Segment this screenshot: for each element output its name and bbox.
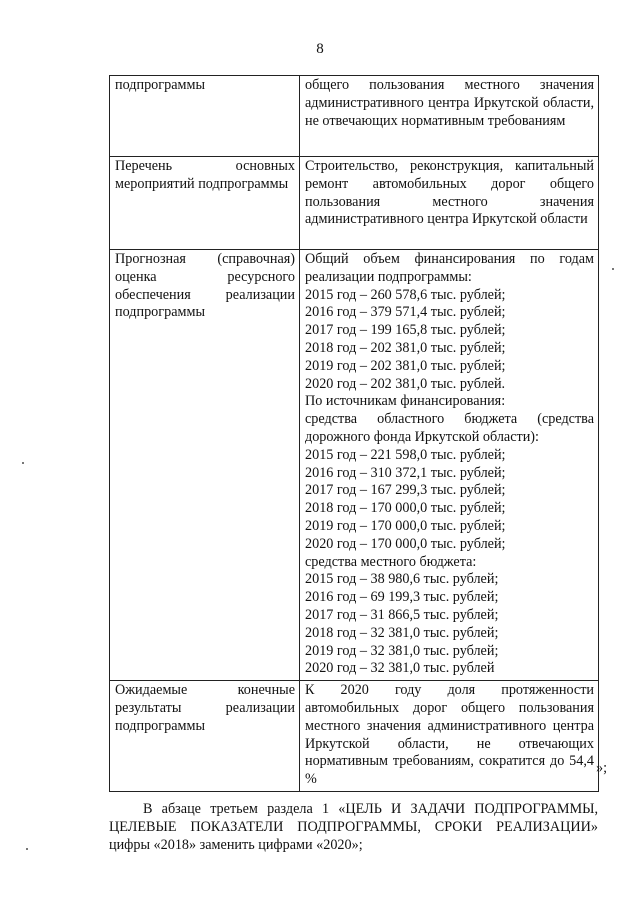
row-label: Ожидаемые конечные результаты реализации подпрограммы bbox=[110, 681, 300, 792]
row-label: Прогнозная (справочная) оценка ресурсного обеспечения реализации подпрограммы bbox=[110, 250, 300, 681]
financing-line: 2016 год – 310 372,1 тыс. рублей; bbox=[305, 464, 506, 481]
row-value: Строительство, реконструкция, капитальный ремонт автомобильных дорог общего пользования местного значения административного центра Иркутской области bbox=[300, 157, 599, 250]
financing-intro: Общий объем финансирования по годам реализации подпрограммы: bbox=[305, 251, 594, 285]
financing-line: 2018 год – 202 381,0 тыс. рублей; bbox=[305, 339, 506, 356]
row-value bbox=[300, 250, 599, 681]
regional-budget-intro: средства областного бюджета (средства дорожного фонда Иркутской области): bbox=[305, 411, 594, 445]
scan-speck bbox=[612, 268, 614, 270]
row-value: общего пользования местного значения административного центра Иркутской области, не отвечающих нормативным требованиям bbox=[300, 76, 599, 157]
financing-line: 2018 год – 170 000,0 тыс. рублей; bbox=[305, 500, 506, 517]
scan-speck bbox=[26, 848, 28, 850]
table-row bbox=[110, 76, 599, 157]
row-label: Перечень основных мероприятий подпрограммы bbox=[110, 157, 300, 250]
amendment-paragraph: В абзаце третьем раздела 1 «ЦЕЛЬ И ЗАДАЧИ ПОДПРОГРАММЫ, ЦЕЛЕВЫЕ ПОКАЗАТЕЛИ ПОДПРОГРАММЫ, СРОКИ РЕАЛИЗАЦИИ» цифры «2018» заменить цифрами «2020»; bbox=[109, 801, 598, 853]
page-number: 8 bbox=[316, 41, 324, 57]
financing-line: 2020 год – 170 000,0 тыс. рублей; bbox=[305, 535, 506, 552]
subprogram-passport-table bbox=[109, 75, 599, 792]
financing-line: 2015 год – 221 598,0 тыс. рублей; bbox=[305, 446, 506, 463]
financing-line: 2017 год – 199 165,8 тыс. рублей; bbox=[305, 322, 506, 339]
financing-line: По источникам финансирования: bbox=[305, 393, 506, 410]
financing-line: 2019 год – 32 381,0 тыс. рублей; bbox=[305, 642, 499, 659]
financing-line: 2020 год – 202 381,0 тыс. рублей. bbox=[305, 375, 506, 392]
financing-line: 2020 год – 32 381,0 тыс. рублей bbox=[305, 660, 495, 677]
financing-line: 2015 год – 260 578,6 тыс. рублей; bbox=[305, 286, 506, 303]
financing-line: 2019 год – 202 381,0 тыс. рублей; bbox=[305, 357, 506, 374]
scan-speck bbox=[22, 462, 24, 464]
row-value: К 2020 году доля протяженности автомобильных дорог общего пользования местного значения административного центра Иркутской области, не отвечающих нормативным требованиям, сократится до 54,4 % bbox=[300, 681, 599, 792]
row-label: подпрограммы bbox=[110, 76, 300, 157]
financing-line: 2017 год – 167 299,3 тыс. рублей; bbox=[305, 482, 506, 499]
closing-quote-mark: »; bbox=[596, 760, 608, 776]
financing-line: 2016 год – 69 199,3 тыс. рублей; bbox=[305, 589, 499, 606]
financing-line: 2018 год – 32 381,0 тыс. рублей; bbox=[305, 624, 499, 641]
financing-line: 2017 год – 31 866,5 тыс. рублей; bbox=[305, 606, 499, 623]
financing-line: 2016 год – 379 571,4 тыс. рублей; bbox=[305, 304, 506, 321]
financing-line: 2015 год – 38 980,6 тыс. рублей; bbox=[305, 571, 499, 588]
table-row bbox=[110, 157, 599, 250]
financing-line: средства местного бюджета: bbox=[305, 553, 477, 570]
financing-line: 2019 год – 170 000,0 тыс. рублей; bbox=[305, 517, 506, 534]
table-row bbox=[110, 681, 599, 792]
table-row bbox=[110, 250, 599, 681]
